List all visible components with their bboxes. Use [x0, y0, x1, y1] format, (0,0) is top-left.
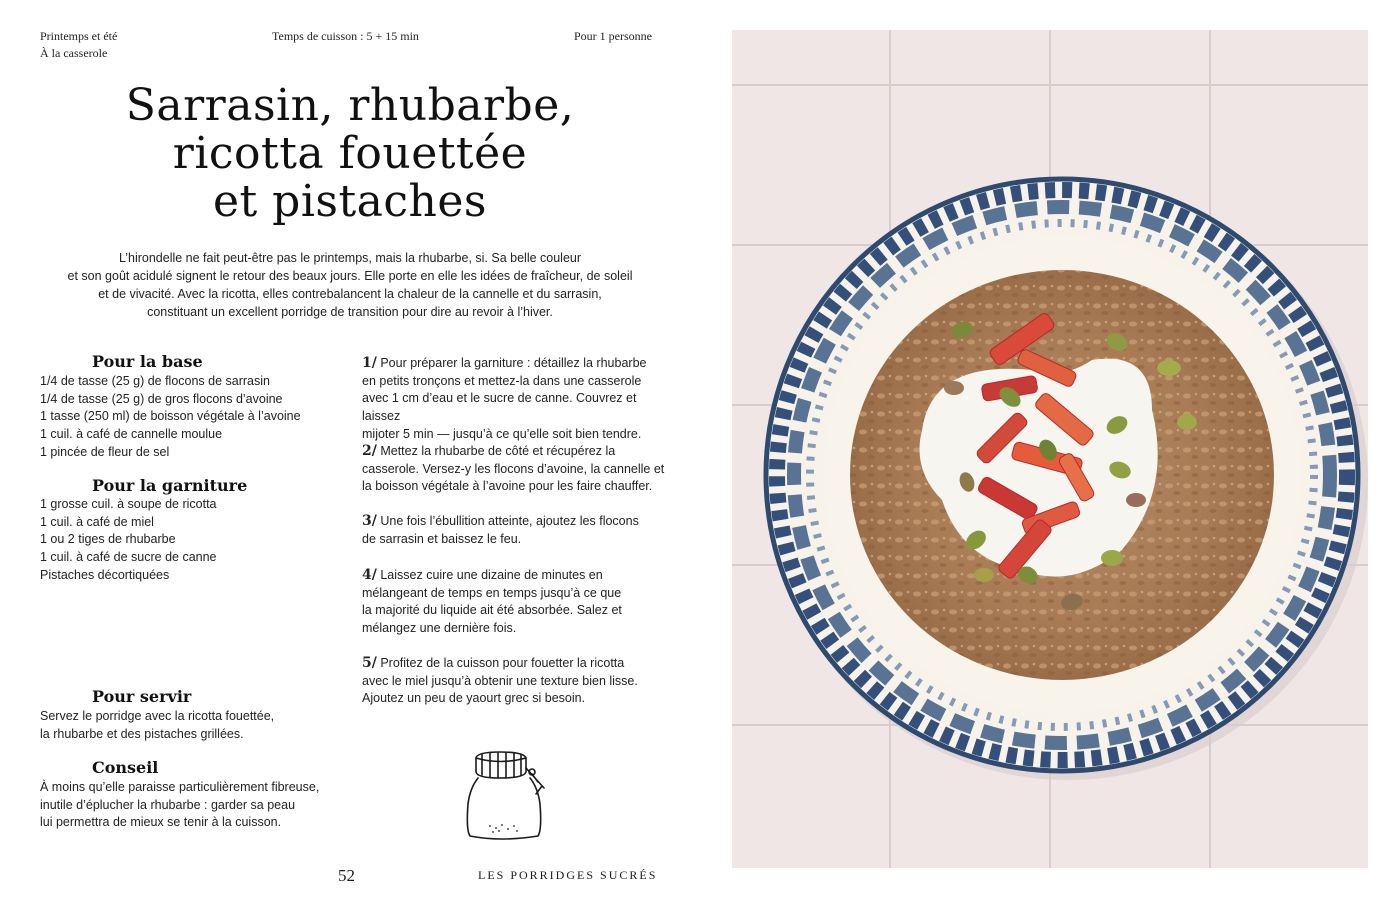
- step-number: 1/: [362, 355, 377, 371]
- tip-line: inutile d’éplucher la rhubarbe : garder sa peau: [40, 797, 296, 812]
- step-line: Mettez la rhubarbe de côté et récupérez la: [380, 444, 616, 458]
- serve-line: Servez le porridge avec la ricotta fouettée,: [40, 709, 275, 723]
- serve-heading: Pour servir: [92, 687, 192, 706]
- step-line: mijoter 5 min — jusqu’à ce qu’elle soit bien tendre.: [362, 426, 642, 441]
- servings: Pour 1 personne: [574, 29, 652, 43]
- intro-line: constituant un excellent porridge de transition pour dire au revoir à l’hiver.: [147, 305, 553, 319]
- step-number: 4/: [362, 567, 377, 583]
- ingredient-item: 1 cuil. à café de miel: [40, 514, 154, 529]
- method-line: À la casserole: [40, 46, 108, 60]
- step-line: casserole. Versez-y les flocons d’avoine, la cannelle et: [362, 461, 665, 476]
- step-line: la majorité du liquide ait été absorbée. Salez et: [362, 603, 622, 618]
- step-line: Pour préparer la garniture : détaillez la rhubarbe: [380, 356, 647, 370]
- intro-line: et de vivacité. Avec la ricotta, elles contrebalancent la chaleur de la cannelle et du sarrasin,: [98, 287, 602, 301]
- step-line: de sarrasin et baissez le feu.: [362, 531, 522, 546]
- step-number: 5/: [362, 655, 377, 671]
- title-line: Sarrasin, rhubarbe,: [125, 80, 575, 131]
- step-line: avec le miel jusqu’à obtenir une texture bien lisse.: [362, 673, 638, 688]
- tip-paragraph: [40, 779, 340, 832]
- step-line: Une fois l’ébullition atteinte, ajoutez les flocons: [380, 514, 639, 528]
- step-line: avec 1 cm d’eau et le sucre de canne. Couvrez et laissez: [362, 391, 637, 424]
- intro-line: et son goût acidulé signent le retour des beaux jours. Elle porte en elle les idées de fraîcheur, de soleil: [67, 269, 633, 283]
- season-label: [40, 28, 117, 62]
- step-line: la boisson végétale à l’avoine pour les faire chauffer.: [362, 479, 653, 494]
- jar-illustration: [460, 748, 560, 848]
- ingredient-item: 1 pincée de fleur de sel: [40, 444, 170, 459]
- step-2: [362, 443, 667, 496]
- garnish-heading: Pour la garniture: [92, 476, 248, 495]
- intro-line: L’hirondelle ne fait peut-être pas le printemps, mais la rhubarbe, si. Sa belle couleur: [118, 251, 582, 265]
- ingredient-item: Pistaches décortiquées: [40, 567, 170, 582]
- porridge-photo: [732, 30, 1368, 868]
- step-number: 3/: [362, 513, 377, 529]
- serve-line: la rhubarbe et des pistaches grillées.: [40, 726, 244, 741]
- ingredient-item: 1 grosse cuil. à soupe de ricotta: [40, 497, 217, 511]
- intro-paragraph: [50, 249, 650, 321]
- tip-line: À moins qu’elle paraisse particulièrement fibreuse,: [40, 780, 320, 794]
- ingredient-item: 1 cuil. à café de cannelle moulue: [40, 427, 223, 442]
- step-line: en petits tronçons et mettez-la dans une casserole: [362, 373, 642, 388]
- base-ingredients-list: [40, 373, 301, 462]
- page-number: 52: [338, 866, 355, 885]
- ingredient-item: 1/4 de tasse (25 g) de flocons de sarrasin: [40, 374, 270, 388]
- section-name: LES PORRIDGES SUCRÉS: [478, 868, 658, 882]
- serve-paragraph: [40, 708, 340, 743]
- base-heading: Pour la base: [92, 352, 203, 371]
- step-line: mélangeant de temps en temps jusqu’à ce que: [362, 585, 622, 600]
- recipe-title: [40, 82, 660, 226]
- ingredient-item: 1/4 de tasse (25 g) de gros flocons d’avoine: [40, 391, 283, 406]
- step-line: Ajoutez un peu de yaourt grec si besoin.: [362, 691, 586, 706]
- title-line: ricotta fouettée: [172, 128, 528, 179]
- ingredient-item: 1 tasse (250 ml) de boisson végétale à l’avoine: [40, 409, 301, 424]
- ingredient-item: 1 cuil. à café de sucre de canne: [40, 550, 217, 565]
- tip-heading: Conseil: [92, 758, 159, 777]
- tip-line: lui permettra de mieux se tenir à la cuisson.: [40, 815, 282, 830]
- step-4: [362, 567, 667, 638]
- step-line: Profitez de la cuisson pour fouetter la ricotta: [380, 656, 625, 670]
- step-number: 2/: [362, 443, 377, 459]
- step-5: [362, 655, 667, 708]
- title-line: et pistaches: [212, 176, 488, 227]
- ingredient-item: 1 ou 2 tiges de rhubarbe: [40, 532, 176, 547]
- season-line: Printemps et été: [40, 29, 118, 43]
- step-line: Laissez cuire une dizaine de minutes en: [380, 568, 603, 582]
- step-3: [362, 513, 667, 548]
- cooking-time: Temps de cuisson : 5 + 15 min: [272, 29, 419, 43]
- garnish-ingredients-list: [40, 496, 217, 585]
- step-line: mélangez une dernière fois.: [362, 621, 517, 636]
- step-1: [362, 355, 667, 444]
